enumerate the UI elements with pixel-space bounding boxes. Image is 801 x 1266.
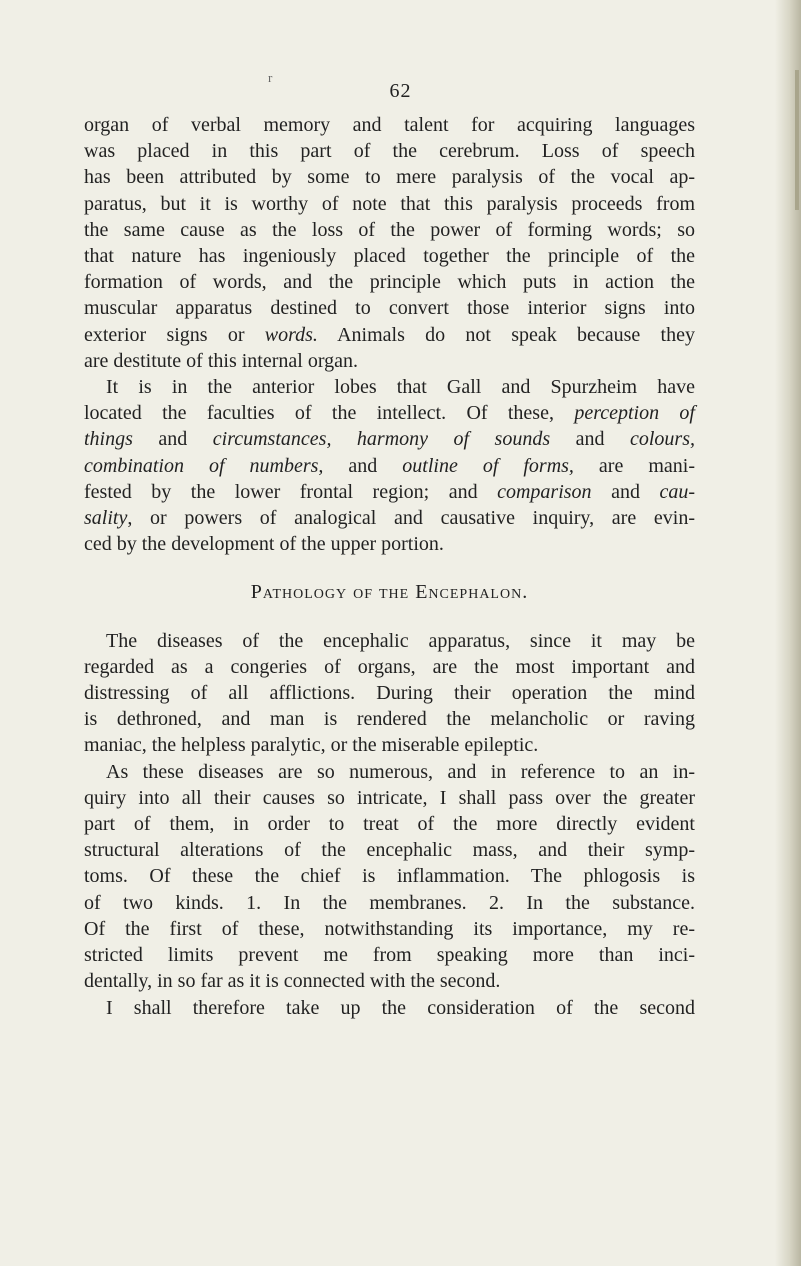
text-line: of two kinds. 1. In the membranes. 2. In the substance. — [84, 891, 695, 914]
text-run: and — [550, 428, 630, 451]
italic-run: cau- — [659, 480, 695, 503]
text-run: Animals do not speak because they — [317, 323, 695, 346]
stray-mark: r — [268, 70, 273, 85]
text-line: distressing of all afflictions. During their operation the mind — [84, 682, 695, 705]
text-line: muscular apparatus destined to convert those interior signs into — [84, 297, 695, 320]
italic-run: words. — [264, 323, 318, 346]
text-line: The diseases of the encephalic apparatus, since it may be — [106, 629, 695, 652]
italic-run: outline of forms, — [402, 454, 574, 477]
italic-run: things — [84, 428, 133, 451]
text-line: maniac, the helpless paralytic, or the miserable epileptic. — [84, 734, 539, 757]
text-line: paratus, but it is worthy of note that this paralysis proceeds from — [84, 192, 695, 215]
text-line: that nature has ingeniously placed together the principle of the — [84, 245, 695, 268]
text-line — [84, 453, 695, 479]
text-line — [84, 426, 695, 452]
italic-run: colours, — [629, 428, 695, 451]
section-heading: Pathology of the Encephalon. — [250, 581, 529, 604]
text-line: I shall therefore take up the consideration of the second — [106, 996, 695, 1019]
text-run: fested by the lower frontal region; and — [84, 480, 498, 503]
text-run: located the faculties of the intellect. Of these, — [84, 402, 575, 425]
text-line: was placed in this part of the cerebrum. Loss of speech — [84, 140, 695, 163]
italic-run: sality — [84, 507, 128, 530]
text-run: and — [323, 454, 403, 477]
text-line: ced by the development of the upper portion. — [84, 533, 444, 556]
text-line: structural alterations of the encephalic mass, and their symp- — [84, 839, 695, 862]
text-line — [84, 479, 695, 505]
text-run: exterior signs or — [84, 323, 265, 346]
text-line: the same cause as the loss of the power of forming words; so — [84, 218, 695, 241]
body-text — [84, 112, 695, 1021]
text-line: regarded as a congeries of organs, are the most important and — [84, 655, 695, 678]
text-line: It is in the anterior lobes that Gall and Spurzheim have — [106, 376, 695, 399]
italic-run: combination of numbers, — [84, 454, 324, 477]
text-line: is dethroned, and man is rendered the melancholic or raving — [84, 708, 695, 731]
text-line: formation of words, and the principle which puts in action the — [84, 271, 695, 294]
text-line: quiry into all their causes so intricate, I shall pass over the greater — [84, 786, 695, 809]
text-run: , or powers of analogical and causative inquiry, are evin- — [127, 507, 695, 530]
text-line: organ of verbal memory and talent for acquiring languages — [84, 114, 695, 136]
italic-run: perception of — [574, 402, 695, 425]
page-number: 62 — [389, 80, 412, 102]
text-line: part of them, in order to treat of the more directly evident — [84, 813, 695, 836]
text-line — [84, 400, 695, 426]
text-line — [84, 322, 695, 348]
text-line: Of the first of these, notwithstanding its importance, my re- — [84, 917, 695, 940]
text-line: toms. Of these the chief is inflammation. The phlogosis is — [84, 865, 695, 888]
text-run: and — [591, 480, 660, 503]
italic-run: comparison — [497, 480, 592, 503]
text-line: are destitute of this internal organ. — [84, 349, 358, 372]
text-line: stricted limits prevent me from speaking more than inci- — [84, 944, 695, 967]
text-line: dentally, in so far as it is connected with the second. — [84, 970, 501, 993]
text-run: are mani- — [573, 454, 695, 477]
italic-run: circumstances, harmony of sounds — [212, 428, 551, 451]
text-run: and — [132, 428, 213, 451]
text-line: has been attributed by some to mere paralysis of the vocal ap- — [84, 166, 695, 189]
text-line: As these diseases are so numerous, and in reference to an in- — [106, 760, 695, 783]
text-line — [84, 505, 695, 531]
